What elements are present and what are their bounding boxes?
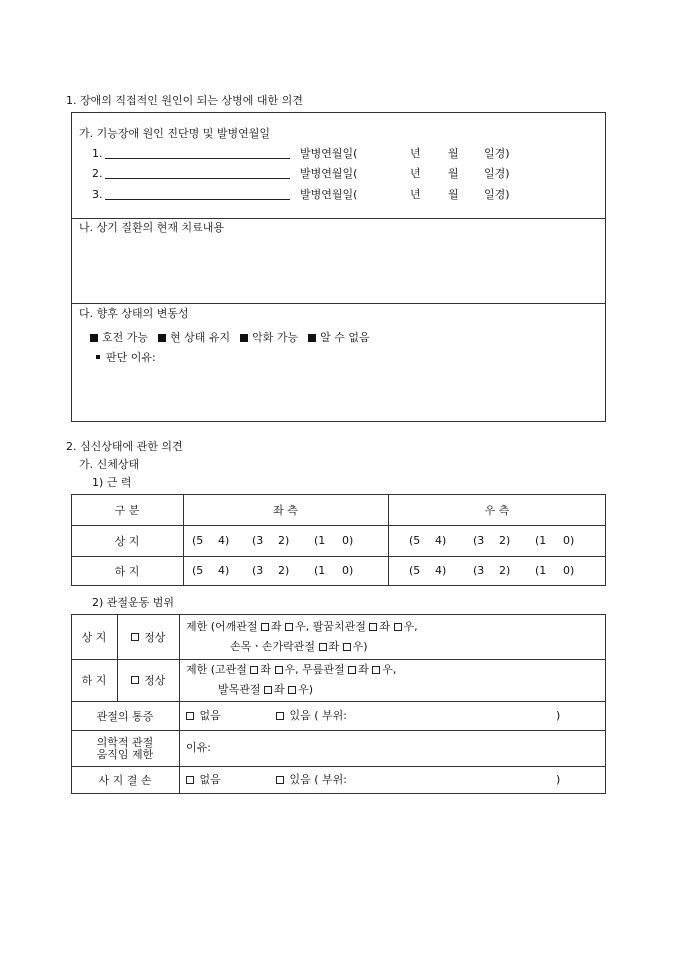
amputation-exists[interactable]: 있음 ( 부위: (276, 773, 347, 787)
checkbox-icon[interactable] (394, 623, 402, 631)
checkbox-icon (186, 712, 194, 720)
joint-pain-label: 관절의 통증 (96, 709, 154, 723)
rom-upper-normal[interactable]: 정상 (117, 614, 179, 659)
checkbox-icon[interactable] (250, 666, 258, 674)
checkbox-icon[interactable] (288, 686, 296, 694)
muscle-row-upper-label: 상 지 (114, 534, 140, 548)
checkbox-icon[interactable] (261, 623, 269, 631)
amputation-none[interactable]: 없음 (186, 773, 221, 787)
rom-lower-line2: 발목관절 좌 우) (218, 683, 314, 696)
section2-title: 2. 심신상태에 관한 의견 (66, 440, 183, 453)
rom-lower-line1: 제한 (고관절 좌 우, 무릎관절 좌 우, (186, 663, 397, 676)
diagnosis-3-num: 3. (92, 188, 103, 201)
diagnosis-2-year: 년 (410, 167, 421, 180)
rom-lower-label: 하 지 (81, 674, 107, 687)
diagnosis-1-input[interactable] (105, 158, 290, 159)
bullet-icon (96, 355, 100, 359)
option-improve[interactable]: 호전 가능 (90, 329, 148, 345)
diagnosis-3-day: 일경) (484, 188, 510, 201)
muscle-title: 1) 근 력 (92, 476, 132, 489)
muscle-lower-left-scale[interactable]: (5 4) (3 2) (1 0) (192, 564, 354, 577)
muscle-upper-right-scale[interactable]: (5 4) (3 2) (1 0) (409, 534, 575, 547)
joint-pain-none[interactable]: 없음 (186, 709, 221, 723)
diagnosis-1-onset-label: 발병연월일( (300, 147, 358, 160)
option-unknown[interactable]: 알 수 없음 (308, 329, 370, 345)
divider-na-da (71, 303, 606, 304)
checkbox-icon (276, 712, 284, 720)
option-maintain[interactable]: 현 상태 유지 (158, 329, 230, 345)
rom-lower-normal[interactable]: 정상 (117, 659, 179, 701)
diagnosis-3-onset-label: 발병연월일( (300, 188, 358, 201)
da-options (90, 329, 370, 345)
checkbox-icon[interactable] (319, 643, 327, 651)
muscle-header-right: 우 측 (484, 503, 510, 517)
muscle-row-lower-label: 하 지 (114, 565, 140, 578)
da-reason: 판단 이유: (96, 351, 156, 365)
diagnosis-1-day: 일경) (484, 147, 510, 160)
filled-square-icon (90, 334, 98, 342)
rom-upper-label: 상 지 (81, 630, 107, 644)
joint-pain-close: ) (556, 709, 561, 722)
checkbox-icon (276, 776, 284, 784)
muscle-lower-right-scale[interactable]: (5 4) (3 2) (1 0) (409, 564, 575, 577)
diagnosis-2-month: 월 (448, 167, 459, 180)
filled-square-icon (240, 334, 248, 342)
diagnosis-3-year: 년 (410, 188, 421, 201)
da-title: 다. 향후 상태의 변동성 (79, 307, 189, 320)
medical-limit-label: 의학적 관절 움직임 제한 (96, 735, 154, 761)
ga-title: 가. 기능장애 원인 진단명 및 발병연월일 (79, 127, 270, 140)
na-title: 나. 상기 질환의 현재 치료내용 (79, 221, 224, 234)
amputation-label: 사 지 결 손 (98, 774, 152, 787)
checkbox-icon[interactable] (343, 643, 351, 651)
checkbox-icon[interactable] (285, 623, 293, 631)
checkbox-icon[interactable] (369, 623, 377, 631)
rom-upper-line1: 제한 (어깨관절 좌 우, 팔꿈치관절 좌 우, (186, 620, 418, 633)
checkbox-icon (131, 633, 139, 641)
checkbox-icon (186, 776, 194, 784)
diagnosis-2-num: 2. (92, 167, 103, 180)
diagnosis-2-onset-label: 발병연월일( (300, 167, 358, 180)
section1-title: 1. 장애의 직접적인 원인이 되는 상병에 대한 의견 (66, 94, 303, 107)
muscle-upper-left-scale[interactable]: (5 4) (3 2) (1 0) (192, 534, 354, 547)
checkbox-icon[interactable] (372, 666, 380, 674)
joint-pain-exists[interactable]: 있음 ( 부위: (276, 709, 347, 723)
option-worsen[interactable]: 악화 가능 (240, 329, 298, 345)
checkbox-icon (131, 676, 139, 684)
checkbox-icon[interactable] (348, 666, 356, 674)
muscle-header-left: 좌 측 (273, 503, 298, 517)
body-status-title: 가. 신체상태 (79, 458, 140, 471)
medical-limit-reason: 이유: (186, 741, 211, 754)
amputation-close: ) (556, 773, 561, 786)
rom-title: 2) 관절운동 범위 (92, 596, 175, 609)
filled-square-icon (158, 334, 166, 342)
rom-upper-line2: 손목ㆍ손가락관절 좌 우) (230, 640, 368, 653)
diagnosis-2-day: 일경) (484, 167, 510, 180)
diagnosis-1-month: 월 (448, 147, 459, 160)
diagnosis-3-month: 월 (448, 188, 459, 201)
diagnosis-1-year: 년 (410, 147, 421, 160)
diagnosis-3-input[interactable] (105, 199, 290, 200)
divider-ga-na (71, 218, 606, 219)
diagnosis-2-input[interactable] (105, 178, 290, 179)
filled-square-icon (308, 334, 316, 342)
diagnosis-1-num: 1. (92, 147, 103, 160)
muscle-header-category: 구 분 (114, 503, 140, 517)
checkbox-icon[interactable] (264, 686, 272, 694)
checkbox-icon[interactable] (275, 666, 283, 674)
